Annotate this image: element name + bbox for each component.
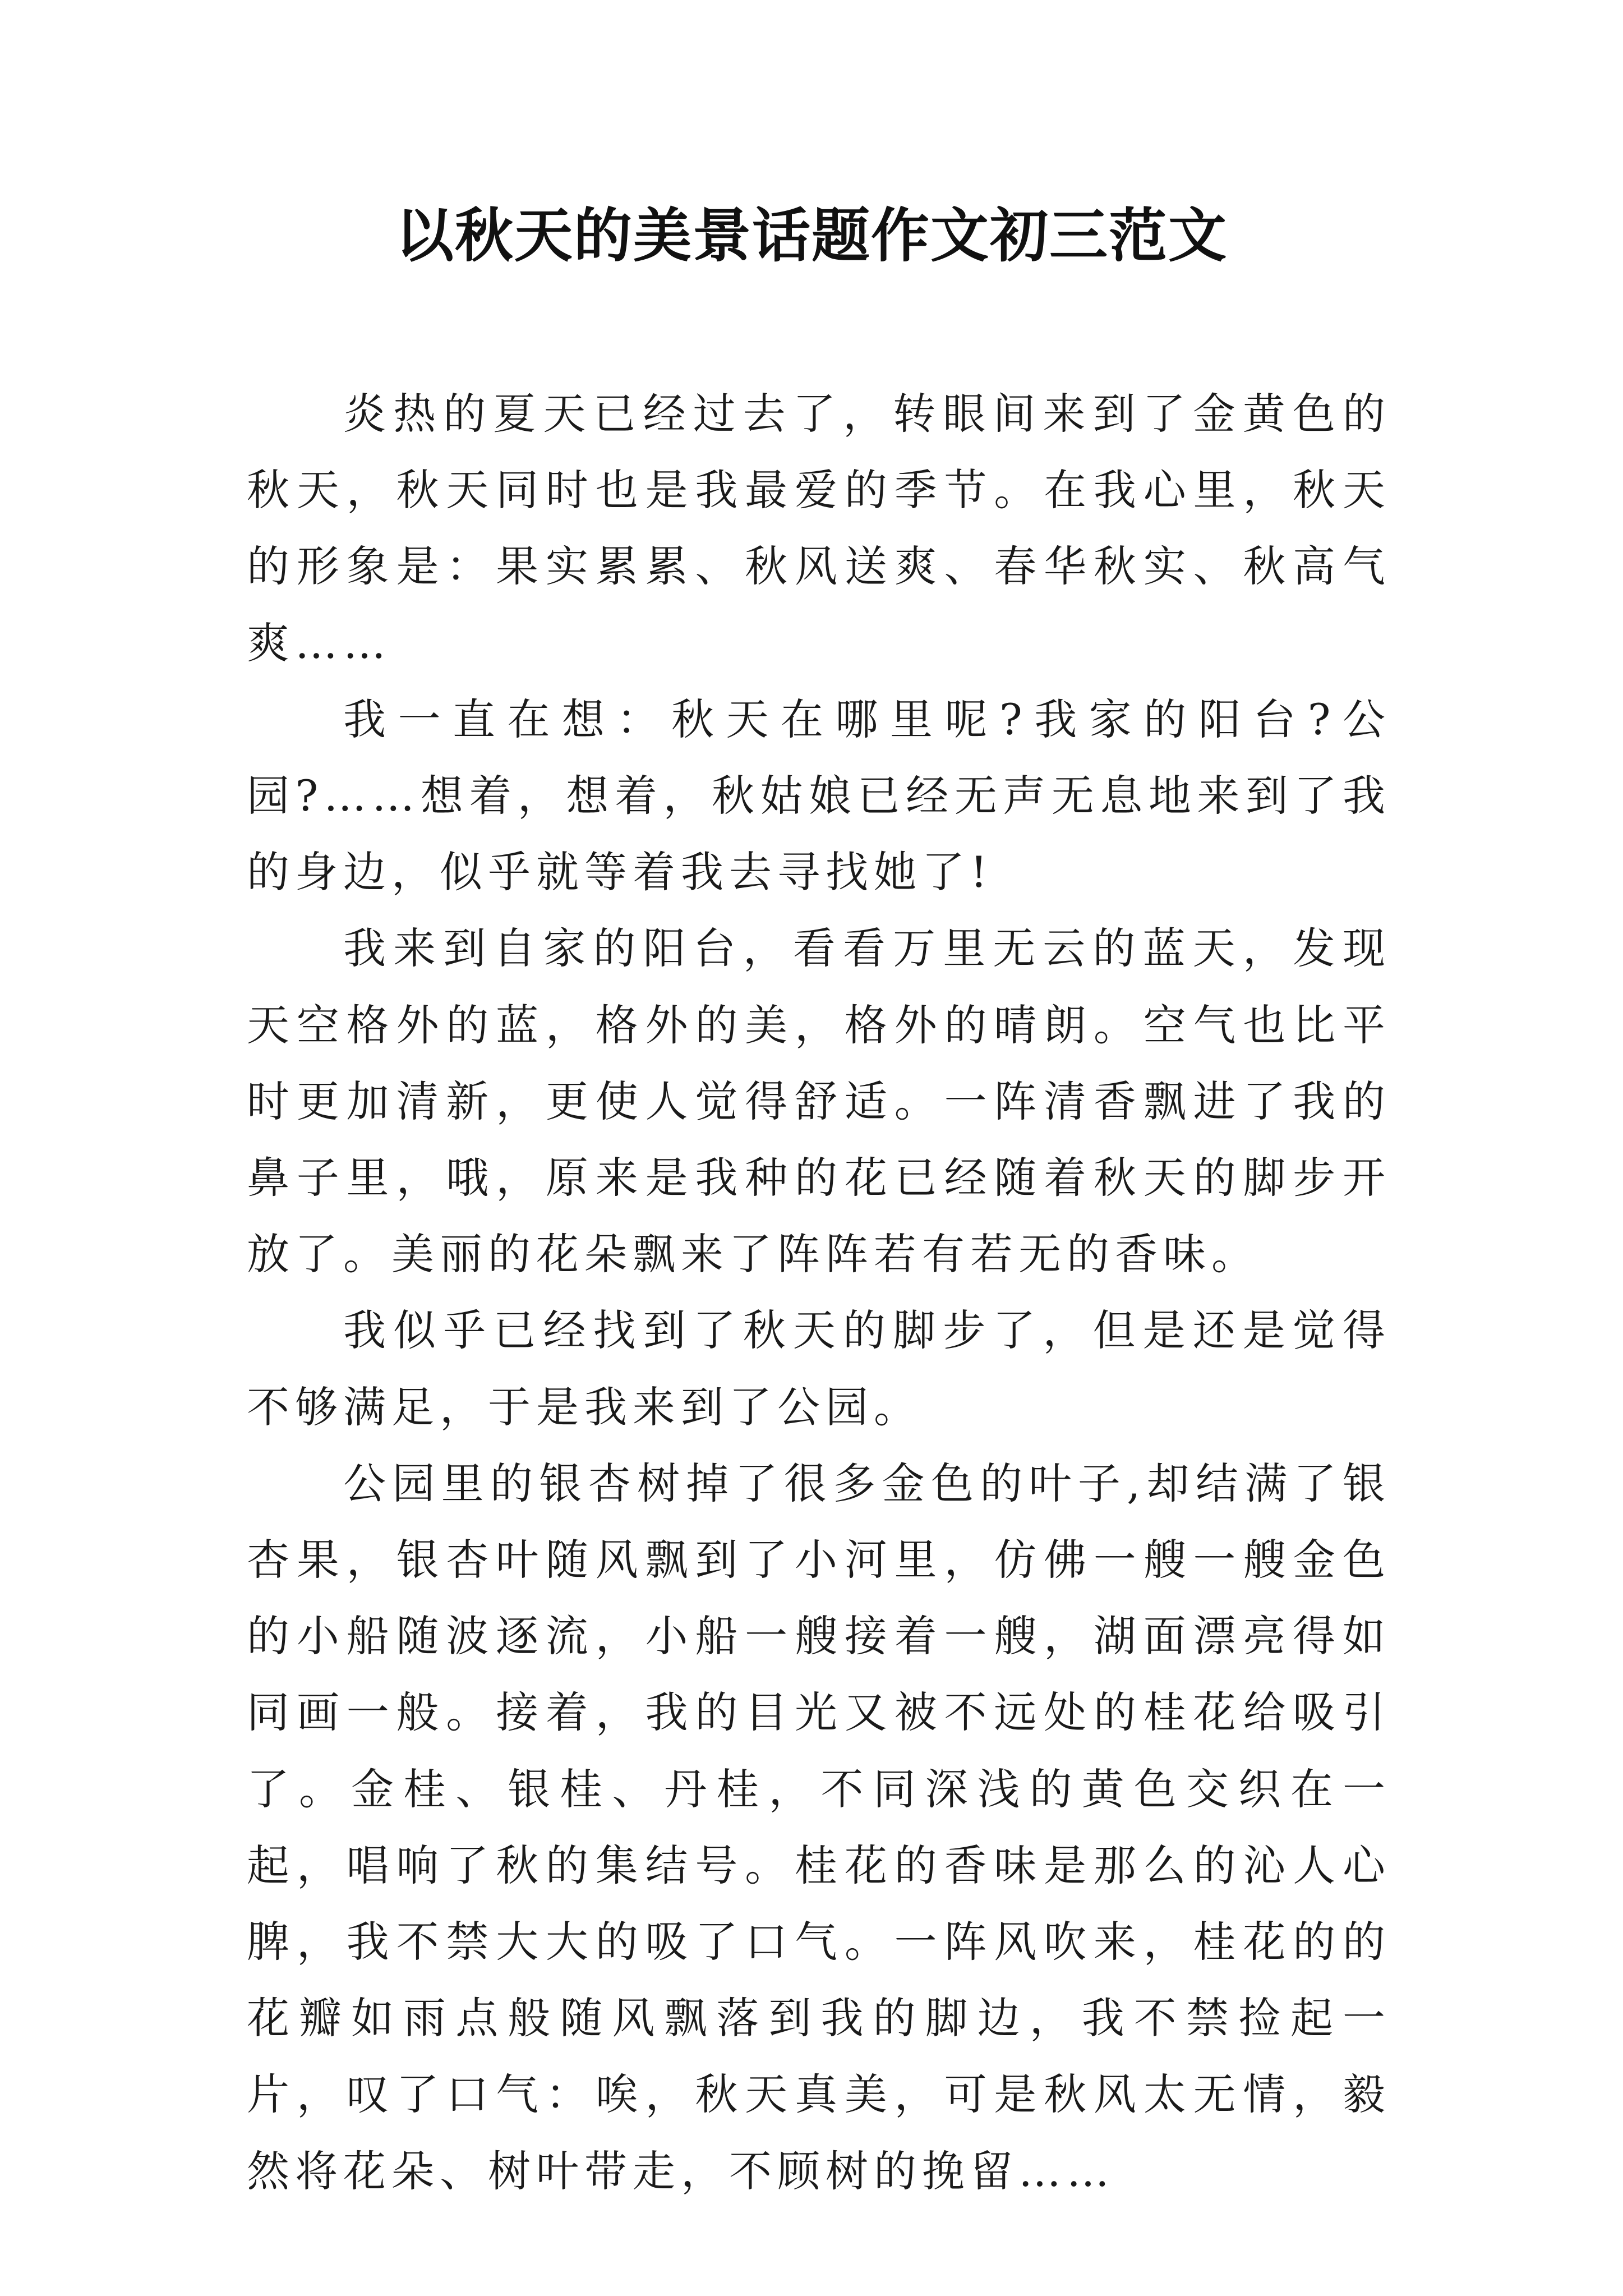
- document-body: [247, 376, 1391, 2210]
- paragraph-5: 公园里的银杏树掉了很多金色的叶子,却结满了银杏果，银杏叶随风飘到了小河里，仿佛一艘一艘金色的小船随波逐流，小船一艘接着一艘，湖面漂亮得如同画一般。接着，我的目光又被不远处的桂花给吸引了。金桂、银桂、丹桂，不同深浅的黄色交织在一起，唱响了秋的集结号。桂花的香味是那么的沁人心脾，我不禁大大的吸了口气。一阵风吹来，桂花的的花瓣如雨点般随风飘落到我的脚边，我不禁捡起一片，叹了口气：唉，秋天真美，可是秋风太无情，毅然将花朵、树叶带走，不顾树的挽留……: [247, 1458, 1391, 2196]
- paragraph-1: 炎热的夏天已经过去了，转眼间来到了金黄色的秋天，秋天同时也是我最爱的季节。在我心里，秋天的形象是：果实累累、秋风送爽、春华秋实、秋高气爽……: [247, 389, 1391, 668]
- paragraph-4: 我似乎已经找到了秋天的脚步了，但是还是觉得不够满足，于是我来到了公园。: [247, 1305, 1391, 1432]
- paragraph-3: 我来到自家的阳台，看看万里无云的蓝天，发现天空格外的蓝，格外的美，格外的晴朗。空气也比平时更加清新，更使人觉得舒适。一阵清香飘进了我的鼻子里，哦，原来是我种的花已经随着秋天的脚步开放了。美丽的花朵飘来了阵阵若有若无的香味。: [247, 923, 1391, 1280]
- paragraph-2: 我一直在想：秋天在哪里呢?我家的阳台?公园?……想着，想着，秋姑娘已经无声无息地来到了我的身边，似乎就等着我去寻找她了!: [247, 694, 1391, 898]
- document-title: 以秋天的美景话题作文初三范文: [395, 201, 1228, 270]
